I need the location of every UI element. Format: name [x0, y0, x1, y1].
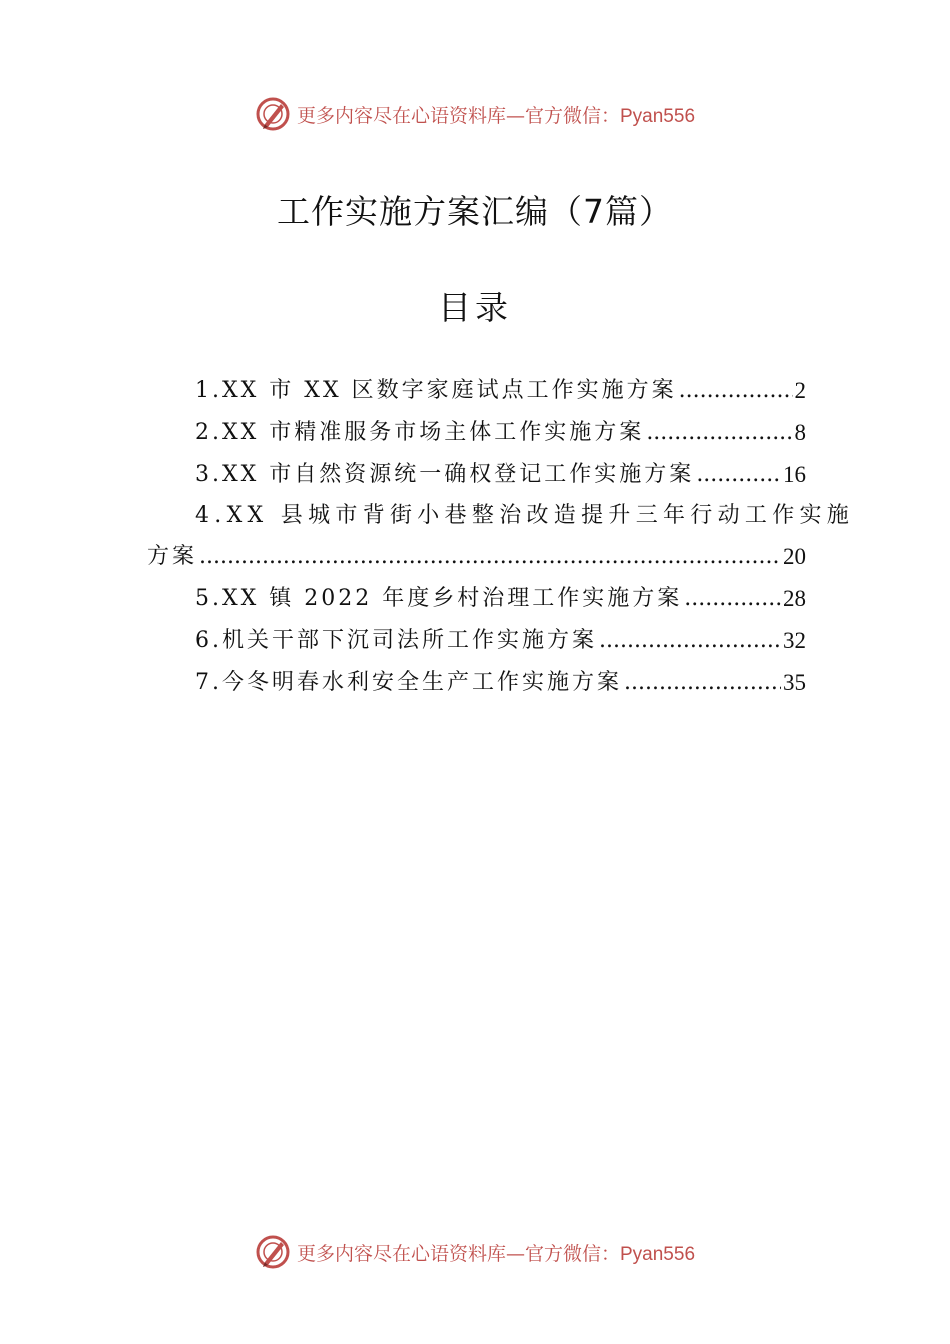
toc-entry-7[interactable] — [147, 662, 806, 704]
toc-entry-page: 16 — [783, 462, 806, 487]
toc-heading: 目录 — [438, 288, 512, 327]
toc-entry-page: 35 — [783, 670, 806, 695]
footer-banner — [0, 1230, 950, 1274]
toc-leader-dots — [199, 536, 781, 578]
pen-logo-icon — [255, 96, 291, 132]
toc-entry-1[interactable] — [147, 370, 806, 412]
header-banner-wechat: Pyan556 — [620, 105, 696, 127]
toc-entry-label: 7.今冬明春水利安全生产工作实施方案 — [195, 670, 622, 695]
toc-entry-label: 方案 — [147, 544, 198, 569]
toc-entry-page: 32 — [783, 628, 806, 653]
footer-banner-wechat: Pyan556 — [620, 1243, 696, 1265]
toc-entry-page: 28 — [783, 586, 806, 611]
toc-leader-dots — [684, 578, 781, 620]
footer-banner-official: 官方微信： — [524, 1242, 620, 1265]
toc-entry-label: 3.XX 市自然资源统一确权登记工作实施方案 — [195, 462, 695, 487]
toc-entry-4-line-2[interactable] — [147, 536, 806, 578]
toc-leader-dots — [624, 662, 781, 704]
table-of-contents — [147, 370, 855, 704]
header-banner-official: 官方微信： — [524, 104, 620, 127]
toc-entry-page: 20 — [783, 544, 806, 569]
footer-banner-dash: — — [505, 1242, 525, 1265]
toc-entry-page: 8 — [794, 420, 806, 445]
footer-banner-text — [297, 1239, 695, 1266]
toc-entry-4-line-1[interactable] — [147, 496, 855, 536]
toc-entry-2[interactable] — [147, 412, 806, 454]
toc-entry-label: 5.XX 镇 2022 年度乡村治理工作实施方案 — [195, 586, 683, 611]
toc-entry-label: 2.XX 市精准服务市场主体工作实施方案 — [195, 420, 645, 445]
header-banner — [0, 92, 950, 136]
toc-leader-dots — [646, 412, 792, 454]
toc-leader-dots — [599, 620, 781, 662]
pen-logo-icon — [255, 1234, 291, 1270]
toc-entry-label: 4.XX 县城市背街小巷整治改造提升三年行动工作实施 — [195, 503, 855, 528]
toc-entry-5[interactable] — [147, 578, 806, 620]
header-banner-text — [297, 101, 695, 128]
document-title: 工作实施方案汇编（7篇） — [277, 192, 673, 231]
toc-entry-page: 2 — [794, 378, 806, 403]
toc-entry-label: 6.机关干部下沉司法所工作实施方案 — [195, 628, 597, 653]
toc-leader-dots — [679, 370, 793, 412]
header-banner-main: 更多内容尽在心语资料库 — [296, 104, 506, 127]
header-banner-dash: — — [505, 104, 525, 127]
toc-entry-3[interactable] — [147, 454, 806, 496]
toc-entry-label: 1.XX 市 XX 区数字家庭试点工作实施方案 — [195, 378, 677, 403]
toc-leader-dots — [696, 454, 781, 496]
footer-banner-main: 更多内容尽在心语资料库 — [296, 1242, 506, 1265]
toc-entry-6[interactable] — [147, 620, 806, 662]
